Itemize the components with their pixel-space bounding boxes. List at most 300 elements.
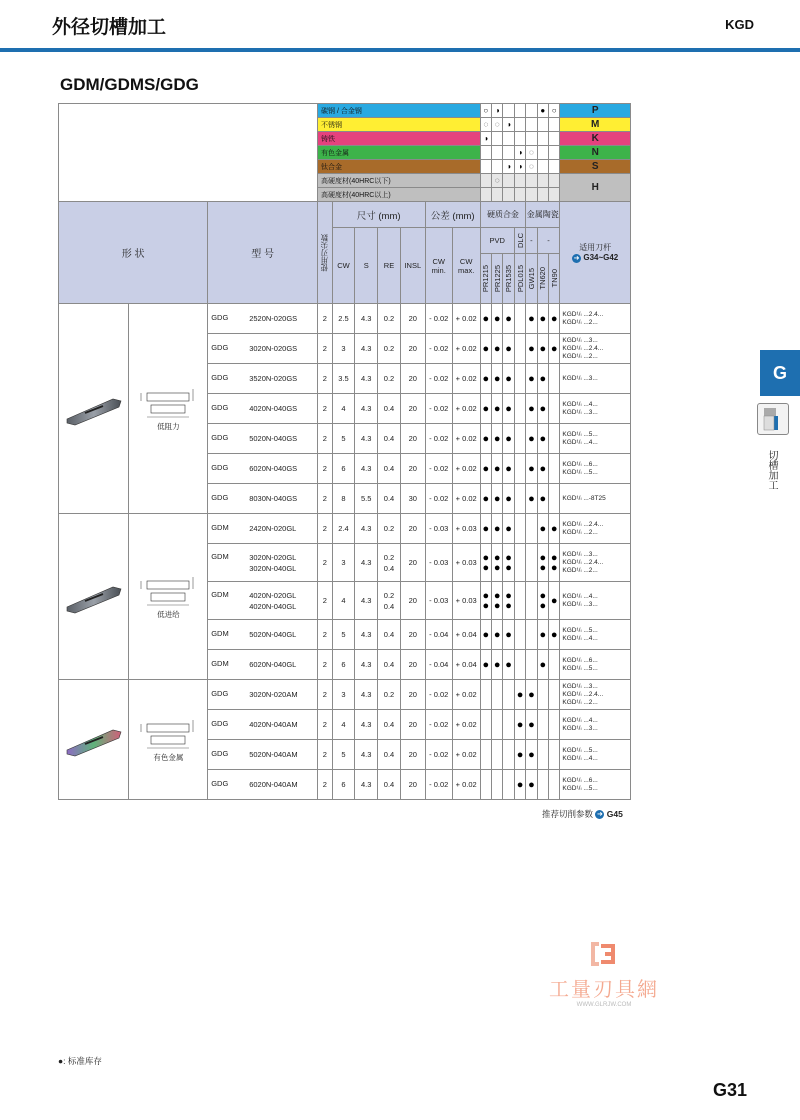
- stock-mark: ● ●: [503, 544, 514, 582]
- grade-header: PDL015: [514, 254, 525, 304]
- holder-list[interactable]: [560, 740, 631, 770]
- stock-mark: ●: [480, 454, 491, 484]
- stock-mark: [537, 770, 548, 800]
- spec-insl: 20: [400, 680, 425, 710]
- stock-mark: [537, 680, 548, 710]
- spec-insl: 20: [400, 394, 425, 424]
- table-row: [59, 680, 631, 710]
- spec-n: 2: [318, 710, 333, 740]
- watermark-logo-icon: [589, 940, 619, 968]
- material-legend: [59, 104, 631, 202]
- holder-item[interactable]: KGD¹/ₗ ...5...: [562, 468, 598, 476]
- spec-s: 4.3: [355, 650, 378, 680]
- product-series-title: GDM/GDMS/GDG: [60, 75, 199, 94]
- stock-mark: [514, 364, 525, 394]
- material-suitability-mark: [480, 160, 491, 174]
- spec-insl: 20: [400, 304, 425, 334]
- holder-item[interactable]: KGD¹/ₗ ...4...: [562, 438, 598, 446]
- spec-cw: 3.5: [332, 364, 355, 394]
- holder-item[interactable]: KGD¹/ₗ ...2.4...: [562, 344, 604, 352]
- spec-min: - 0.02: [425, 740, 452, 770]
- material-suitability-mark: [537, 132, 548, 146]
- holder-item[interactable]: KGD¹/ₗ ...6...: [562, 656, 598, 664]
- holder-list[interactable]: [560, 710, 631, 740]
- model-type: GDG: [211, 463, 229, 472]
- model-number: 4020N-020GL 4020N-040GL: [249, 590, 297, 611]
- holder-list[interactable]: [560, 680, 631, 710]
- stock-mark: ● ●: [549, 544, 560, 582]
- stock-mark: ●: [480, 620, 491, 650]
- holder-item[interactable]: KGD¹/ₗ ...3...: [562, 724, 598, 732]
- shape-caption: 低进给: [157, 610, 180, 619]
- spec-s: 4.3: [355, 364, 378, 394]
- stock-mark: [480, 740, 491, 770]
- model-type: GDG: [211, 313, 229, 322]
- model-number: 3020N-020GS: [249, 344, 298, 353]
- material-suitability-mark: [480, 146, 491, 160]
- material-suitability-mark: [514, 104, 525, 118]
- spec-s: 4.3: [355, 710, 378, 740]
- insert-drawing-cell: [129, 514, 208, 680]
- holder-item[interactable]: KGD¹/ₗ ...3...: [562, 682, 598, 690]
- model-number: 5020N-040GS: [249, 434, 298, 443]
- material-suitability-mark: [549, 174, 560, 188]
- stock-mark: [514, 304, 525, 334]
- model-number: 5020N-040GL: [249, 630, 297, 639]
- model-cell: [208, 544, 318, 582]
- spec-min: - 0.02: [425, 454, 452, 484]
- spec-s: 4.3: [355, 582, 378, 620]
- table-row: [59, 514, 631, 544]
- material-suitability-mark: [480, 174, 491, 188]
- stock-mark: [526, 514, 537, 544]
- spec-n: 2: [318, 680, 333, 710]
- material-code: S: [560, 160, 631, 174]
- spec-max: + 0.03: [452, 514, 480, 544]
- model-cell: [208, 334, 318, 364]
- spec-insl: 20: [400, 424, 425, 454]
- material-suitability-mark: [492, 160, 503, 174]
- material-suitability-mark: [549, 118, 560, 132]
- stock-mark: ●: [514, 770, 525, 800]
- spec-n: 2: [318, 424, 333, 454]
- material-suitability-mark: [549, 146, 560, 160]
- stock-mark: [492, 710, 503, 740]
- holder-item[interactable]: KGD¹/ₗ ...4...: [562, 754, 598, 762]
- holder-list[interactable]: [560, 514, 631, 544]
- stock-mark: [549, 770, 560, 800]
- product-rows: [59, 304, 631, 800]
- grade-header: PR1535: [503, 254, 514, 304]
- model-cell: [208, 454, 318, 484]
- material-suitability-mark: [526, 118, 537, 132]
- spec-s: 4.3: [355, 770, 378, 800]
- stock-mark: ●: [480, 364, 491, 394]
- stock-mark: ● ●: [480, 544, 491, 582]
- stock-mark: ●: [492, 394, 503, 424]
- material-suitability-mark: [549, 160, 560, 174]
- model-number: 5020N-040AM: [249, 750, 298, 759]
- stock-mark: [526, 650, 537, 680]
- model-number: 3520N-020GS: [249, 374, 298, 383]
- spec-max: + 0.02: [452, 710, 480, 740]
- insert-photo: [63, 577, 125, 617]
- spec-cw: 3: [332, 680, 355, 710]
- stock-mark: ● ●: [480, 582, 491, 620]
- stock-mark: ●: [503, 304, 514, 334]
- spec-max: + 0.02: [452, 424, 480, 454]
- holder-item[interactable]: KGD¹/ₗ ...5...: [562, 664, 598, 672]
- model-type: GDG: [211, 493, 229, 502]
- material-suitability-mark: [549, 188, 560, 202]
- stock-mark: ● ●: [492, 582, 503, 620]
- stock-mark: ●: [537, 514, 548, 544]
- model-number: 8030N-040GS: [249, 494, 298, 503]
- stock-mark: ●: [537, 454, 548, 484]
- material-suitability-mark: [503, 132, 514, 146]
- dash-header-2: -: [537, 228, 560, 254]
- spec-insl: 30: [400, 484, 425, 514]
- holder-list[interactable]: [560, 544, 631, 582]
- holder-list[interactable]: [560, 364, 631, 394]
- spec-insl: 20: [400, 710, 425, 740]
- spec-max: + 0.02: [452, 364, 480, 394]
- spec-s: 4.3: [355, 620, 378, 650]
- model-type: GDM: [211, 589, 229, 599]
- stock-mark: ●: [492, 454, 503, 484]
- material-label: 高硬度材(40HRC以下): [318, 174, 481, 188]
- spec-insl: 20: [400, 582, 425, 620]
- spec-cw: 4: [332, 582, 355, 620]
- model-number: 2520N-020GS: [249, 314, 298, 323]
- model-type: GDG: [211, 343, 229, 352]
- model-number: 6020N-040GS: [249, 464, 298, 473]
- spec-min: - 0.02: [425, 710, 452, 740]
- stock-mark: ●: [537, 394, 548, 424]
- stock-mark: [514, 544, 525, 582]
- model-type: GDG: [211, 403, 229, 412]
- spec-min: - 0.02: [425, 484, 452, 514]
- section-code: KGD: [725, 17, 754, 32]
- spec-re: 0.2: [378, 364, 401, 394]
- stock-mark: ●: [526, 364, 537, 394]
- stock-mark: [492, 680, 503, 710]
- model-number: 6020N-040GL: [249, 660, 297, 669]
- material-suitability-mark: ◌: [492, 174, 503, 188]
- model-number: 3020N-020AM: [249, 690, 298, 699]
- holder-item[interactable]: KGD¹/ₗ ...2...: [562, 352, 598, 360]
- spec-n: 2: [318, 304, 333, 334]
- stock-mark: [549, 424, 560, 454]
- spec-s: 4.3: [355, 304, 378, 334]
- holder-list[interactable]: [560, 582, 631, 620]
- model-cell: [208, 424, 318, 454]
- material-label: 不锈钢: [318, 118, 481, 132]
- stock-mark: ●: [549, 304, 560, 334]
- stock-mark: ●: [480, 514, 491, 544]
- stock-mark: ●: [480, 394, 491, 424]
- model-cell: [208, 514, 318, 544]
- stock-mark: ●: [549, 582, 560, 620]
- stock-mark: [514, 424, 525, 454]
- holder-item[interactable]: KGD¹/ₗ ...3...: [562, 336, 598, 344]
- stock-mark: ●: [526, 484, 537, 514]
- holder-item[interactable]: KGD¹/ₗ ...5...: [562, 430, 598, 438]
- stock-mark: ●: [514, 710, 525, 740]
- material-suitability-mark: [503, 104, 514, 118]
- holder-item[interactable]: KGD¹/ₗ ...2...: [562, 528, 598, 536]
- blank-cell: [59, 104, 318, 202]
- holder-item[interactable]: KGD¹/ₗ ...2.4...: [562, 558, 604, 566]
- stock-mark: [526, 582, 537, 620]
- holder-item[interactable]: KGD¹/ₗ ...2.4...: [562, 690, 604, 698]
- stock-mark: [492, 770, 503, 800]
- spec-re: 0.4: [378, 770, 401, 800]
- stock-mark: [503, 770, 514, 800]
- spec-insl: 20: [400, 364, 425, 394]
- table-row: [59, 304, 631, 334]
- model-number: 2420N-020GL: [249, 524, 297, 533]
- holder-item[interactable]: KGD¹/ₗ ...6...: [562, 460, 598, 468]
- stock-mark: ●: [526, 710, 537, 740]
- stock-mark: ●: [526, 424, 537, 454]
- stock-mark: ●: [549, 514, 560, 544]
- model-cell: [208, 740, 318, 770]
- model-cell: [208, 770, 318, 800]
- holder-list[interactable]: [560, 394, 631, 424]
- stock-mark: [537, 740, 548, 770]
- holder-item[interactable]: KGD¹/ₗ ...4...: [562, 716, 598, 724]
- model-type: GDG: [211, 749, 229, 758]
- material-suitability-mark: ◑: [514, 146, 525, 160]
- spec-cw: 4: [332, 394, 355, 424]
- stock-mark: [549, 364, 560, 394]
- material-suitability-mark: [480, 188, 491, 202]
- product-table: [58, 103, 631, 800]
- holder-list[interactable]: [560, 484, 631, 514]
- stock-mark: [549, 710, 560, 740]
- shape-header: 形 状: [59, 202, 208, 304]
- spec-cw: 6: [332, 650, 355, 680]
- insl-header: INSL: [400, 228, 425, 304]
- stock-mark: ●: [503, 620, 514, 650]
- holder-item[interactable]: KGD¹/ₗ ...4...: [562, 400, 598, 408]
- spec-max: + 0.02: [452, 770, 480, 800]
- stock-mark: [514, 582, 525, 620]
- stock-mark: [480, 770, 491, 800]
- holder-list[interactable]: [560, 770, 631, 800]
- stock-mark: [514, 334, 525, 364]
- material-suitability-mark: [492, 132, 503, 146]
- spec-s: 4.3: [355, 544, 378, 582]
- material-code: N: [560, 146, 631, 160]
- holder-item[interactable]: KGD¹/ₗ ...3...: [562, 408, 598, 416]
- grade-header: PR1225: [492, 254, 503, 304]
- spec-min: - 0.03: [425, 544, 452, 582]
- stock-mark: ●: [537, 650, 548, 680]
- stock-mark: [514, 484, 525, 514]
- shape-caption: 低阻力: [157, 422, 180, 431]
- stock-mark: [503, 740, 514, 770]
- stock-mark: ●: [492, 334, 503, 364]
- holder-item[interactable]: KGD¹/ₗ ...6...: [562, 776, 598, 784]
- stock-mark: [514, 394, 525, 424]
- holder-item[interactable]: KGD¹/ₗ ...2.4...: [562, 520, 604, 528]
- spec-re: 0.4: [378, 650, 401, 680]
- spec-cw: 3: [332, 544, 355, 582]
- spec-max: + 0.03: [452, 544, 480, 582]
- cwmin-header: CW min.: [425, 228, 452, 304]
- model-cell: [208, 680, 318, 710]
- spec-re: 0.2 0.4: [378, 582, 401, 620]
- spec-n: 2: [318, 334, 333, 364]
- stock-mark: ●: [503, 454, 514, 484]
- spec-n: 2: [318, 650, 333, 680]
- holder-item[interactable]: KGD¹/ₗ ...2...: [562, 318, 598, 326]
- model-cell: [208, 582, 318, 620]
- spec-max: + 0.02: [452, 334, 480, 364]
- section-tab[interactable]: G: [760, 350, 800, 396]
- holder-list[interactable]: [560, 334, 631, 364]
- page-header: [0, 0, 800, 52]
- stock-mark: [549, 454, 560, 484]
- holder-list[interactable]: [560, 620, 631, 650]
- spec-max: + 0.02: [452, 304, 480, 334]
- stock-mark: ●: [526, 680, 537, 710]
- spec-s: 4.3: [355, 454, 378, 484]
- dlc-header: DLC: [514, 228, 525, 254]
- insert-photo-cell: [59, 304, 129, 514]
- stock-mark: [503, 680, 514, 710]
- material-suitability-mark: [537, 174, 548, 188]
- spec-max: + 0.02: [452, 680, 480, 710]
- spec-cw: 5: [332, 620, 355, 650]
- material-suitability-mark: ◑: [503, 118, 514, 132]
- stock-mark: [492, 740, 503, 770]
- stock-mark: ●: [492, 620, 503, 650]
- model-type: GDM: [211, 523, 229, 532]
- stock-mark: ●: [526, 304, 537, 334]
- holder-item[interactable]: KGD¹/ₗ ...3...: [562, 600, 598, 608]
- material-code: P: [560, 104, 631, 118]
- holder-item[interactable]: KGD¹/ₗ ...2.4...: [562, 310, 604, 318]
- spec-min: - 0.02: [425, 364, 452, 394]
- holder-list[interactable]: [560, 304, 631, 334]
- page-number: G31: [713, 1080, 748, 1100]
- spec-s: 4.3: [355, 424, 378, 454]
- stock-mark: ●: [514, 740, 525, 770]
- model-type: GDG: [211, 433, 229, 442]
- holder-item[interactable]: KGD¹/ₗ ...4...: [562, 634, 598, 642]
- spec-insl: 20: [400, 740, 425, 770]
- spec-min: - 0.02: [425, 424, 452, 454]
- insert-photo-cell: [59, 680, 129, 800]
- watermark: 工量刃具網 WWW.GLRJW.COM: [534, 940, 674, 1008]
- holder-item[interactable]: KGD¹/ₗ ...2...: [562, 698, 598, 706]
- stock-mark: ●: [503, 424, 514, 454]
- holder-item[interactable]: KGD¹/ₗ ...4...: [562, 592, 598, 600]
- holder-list[interactable]: [560, 424, 631, 454]
- material-suitability-mark: ◌: [480, 118, 491, 132]
- material-suitability-mark: ◌: [526, 160, 537, 174]
- spec-n: 2: [318, 582, 333, 620]
- stock-mark: [526, 544, 537, 582]
- material-suitability-mark: ◑: [503, 160, 514, 174]
- stock-mark: ●: [492, 484, 503, 514]
- spec-min: - 0.02: [425, 770, 452, 800]
- edges-header: 使用刃尖数: [318, 202, 333, 304]
- stock-mark: [537, 710, 548, 740]
- holder-item[interactable]: KGD¹/ₗ ...-8T25: [562, 494, 606, 502]
- stock-mark: ●: [492, 364, 503, 394]
- holder-list[interactable]: [560, 454, 631, 484]
- spec-n: 2: [318, 514, 333, 544]
- spec-cw: 4: [332, 710, 355, 740]
- material-suitability-mark: ○: [480, 104, 491, 118]
- stock-mark: ●: [480, 650, 491, 680]
- holder-item[interactable]: KGD¹/ₗ ...3...: [562, 550, 598, 558]
- stock-mark: ● ●: [537, 544, 548, 582]
- holder-item[interactable]: KGD¹/ₗ ...2...: [562, 566, 598, 574]
- model-cell: [208, 394, 318, 424]
- spec-cw: 8: [332, 484, 355, 514]
- spec-re: 0.2: [378, 304, 401, 334]
- stock-mark: ●: [537, 364, 548, 394]
- spec-s: 5.5: [355, 484, 378, 514]
- stock-mark: ●: [537, 620, 548, 650]
- spec-n: 2: [318, 364, 333, 394]
- material-suitability-mark: [492, 146, 503, 160]
- stock-mark: [549, 394, 560, 424]
- stock-legend: ●: 标准库存: [58, 1056, 102, 1066]
- spec-max: + 0.02: [452, 454, 480, 484]
- material-suitability-mark: ◑: [480, 132, 491, 146]
- cutting-conditions-ref[interactable]: 推荐切削参数 ➜ G45: [542, 809, 623, 819]
- insert-drawing: [135, 716, 201, 752]
- material-suitability-mark: ◑: [514, 160, 525, 174]
- spec-re: 0.4: [378, 484, 401, 514]
- stock-mark: [549, 484, 560, 514]
- holder-list[interactable]: [560, 650, 631, 680]
- stock-mark: [549, 680, 560, 710]
- holder-item[interactable]: KGD¹/ₗ ...5...: [562, 746, 598, 754]
- model-cell: [208, 710, 318, 740]
- cwmax-header: CW max.: [452, 228, 480, 304]
- spec-re: 0.2: [378, 680, 401, 710]
- stock-mark: ●: [492, 650, 503, 680]
- insert-photo: [63, 389, 125, 429]
- model-type: GDG: [211, 373, 229, 382]
- material-suitability-mark: ○: [549, 104, 560, 118]
- stock-mark: ●: [537, 304, 548, 334]
- section-label: 切槽加工: [766, 450, 777, 490]
- stock-mark: ●: [537, 484, 548, 514]
- spec-re: 0.4: [378, 740, 401, 770]
- insert-drawing-cell: [129, 304, 208, 514]
- cermet-header: 金属陶瓷: [526, 202, 560, 228]
- stock-mark: [549, 650, 560, 680]
- model-type: GDG: [211, 719, 229, 728]
- stock-mark: ●: [503, 650, 514, 680]
- holder-item[interactable]: KGD¹/ₗ ...5...: [562, 626, 598, 634]
- material-label: 钛合金: [318, 160, 481, 174]
- material-suitability-mark: [514, 118, 525, 132]
- holder-item[interactable]: KGD¹/ₗ ...3...: [562, 374, 598, 382]
- stock-mark: ●: [492, 514, 503, 544]
- model-type: GDG: [211, 779, 229, 788]
- stock-mark: ●: [480, 484, 491, 514]
- holder-item[interactable]: KGD¹/ₗ ...5...: [562, 784, 598, 792]
